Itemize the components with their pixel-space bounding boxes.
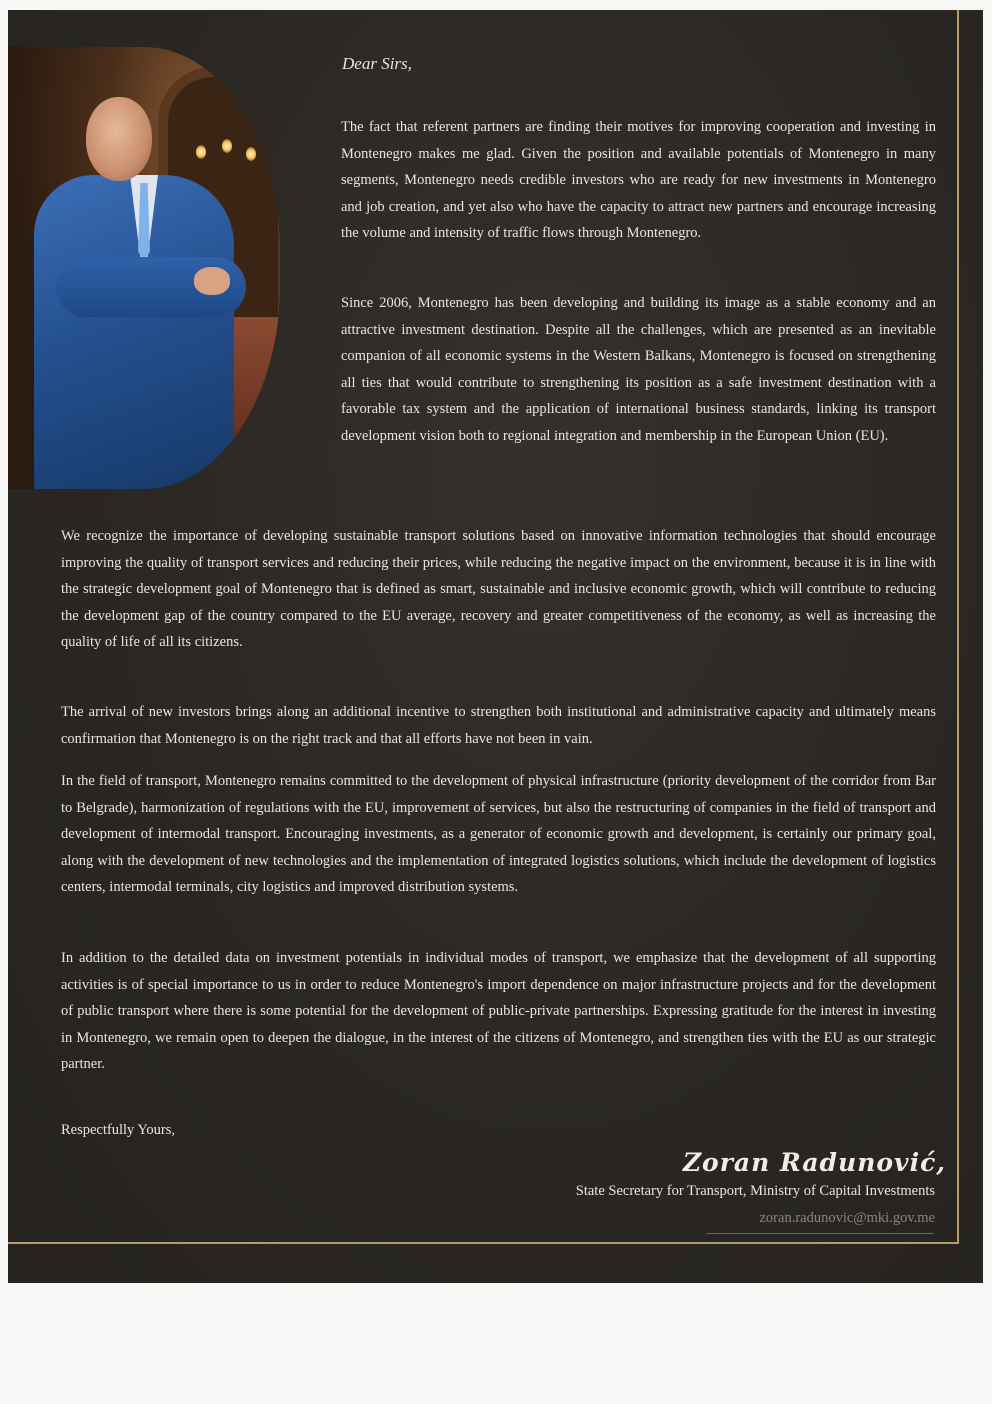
- greeting: Dear Sirs,: [342, 54, 412, 73]
- paragraph-5: In the field of transport, Montenegro remains committed to the development of physical infrastructure (priority development of the corridor from Bar to Belgrade), harmonization of regulations with the EU, improvement of services, but also the restructuring of companies in the field of transport and development of intermodal transport. Encouraging investments, as a generator of economic growth and development, is certainly our primary goal, along with the development of new technologies and the implementation of integrated logistics solutions, which include the development of logistics centers, intermodal terminals, city logistics and improved distribution systems.: [61, 773, 936, 896]
- paragraph-6: In addition to the detailed data on investment potentials in individual modes of transport, we emphasize that the development of all supporting activities is of special importance to us in order to reduce Montenegro's import dependence on major infrastructure projects and for the development of public transport where there is some potential for the development of public-private partnerships. Expressing gratitude for the interest in investing in Montenegro, we remain open to deepen the dialogue, in the interest of the citizens of Montenegro, and strengthen ties with the EU as our strategic partner.: [61, 950, 936, 1073]
- person-suit: [34, 175, 234, 489]
- person-head: [86, 97, 152, 181]
- signature-underline: [706, 1233, 934, 1234]
- frame-line-bottom: [8, 1242, 959, 1244]
- paragraph-4: The arrival of new investors brings along an additional incentive to strengthen both institutional and administrative capacity and ultimately means confirmation that Montenegro is on the right track and that all efforts have not been in vain.: [61, 704, 936, 747]
- paragraph-2: Since 2006, Montenegro has been developing and building its image as a stable economy and an attractive investment destination. Despite all the challenges, which are presented as an inevitable companion of all economic systems in the Western Balkans, Montenegro is focused on strengthening all ties that would contribute to strengthening its position as a safe investment destination with a favorable tax system and the application of international business standards, linking its transport development vision both to regional integration and membership in the European Union (EU).: [341, 295, 936, 444]
- paragraph-1: The fact that referent partners are finding their motives for improving cooperation and investing in Montenegro makes me glad. Given the position and available potentials of Montenegro in many segments, Montenegro needs credible investors who are ready for new investments in Montenegro and job creation, and yet also who have the capacity to attract new partners and encourage increasing the volume and intensity of traffic flows through Montenegro.: [341, 119, 936, 242]
- candle-light: [246, 147, 256, 161]
- signature-name: Zoran Radunović,: [682, 1148, 946, 1177]
- candle-light: [196, 145, 206, 159]
- closing: Respectfully Yours,: [61, 1122, 175, 1138]
- candle-light: [222, 139, 232, 153]
- paragraph-3: We recognize the importance of developing sustainable transport solutions based on innovative information technologies that should encourage improving the quality of transport services and reducing their prices, while reducing the negative impact on the environment, because it is in line with the strategic development goal of Montenegro that is defined as smart, sustainable and inclusive economic growth, which will contribute to reducing the development gap of the country compared to the EU average, recovery and greater competitiveness of the economy, as well as increasing the quality of life of all its citizens.: [61, 528, 936, 651]
- frame-line-right: [957, 10, 959, 1243]
- signature-email[interactable]: zoran.radunovic@mki.gov.me: [759, 1210, 935, 1226]
- person-hand: [194, 267, 230, 295]
- signature-title: State Secretary for Transport, Ministry of Capital Investments: [575, 1183, 935, 1199]
- portrait-photo: [8, 47, 280, 489]
